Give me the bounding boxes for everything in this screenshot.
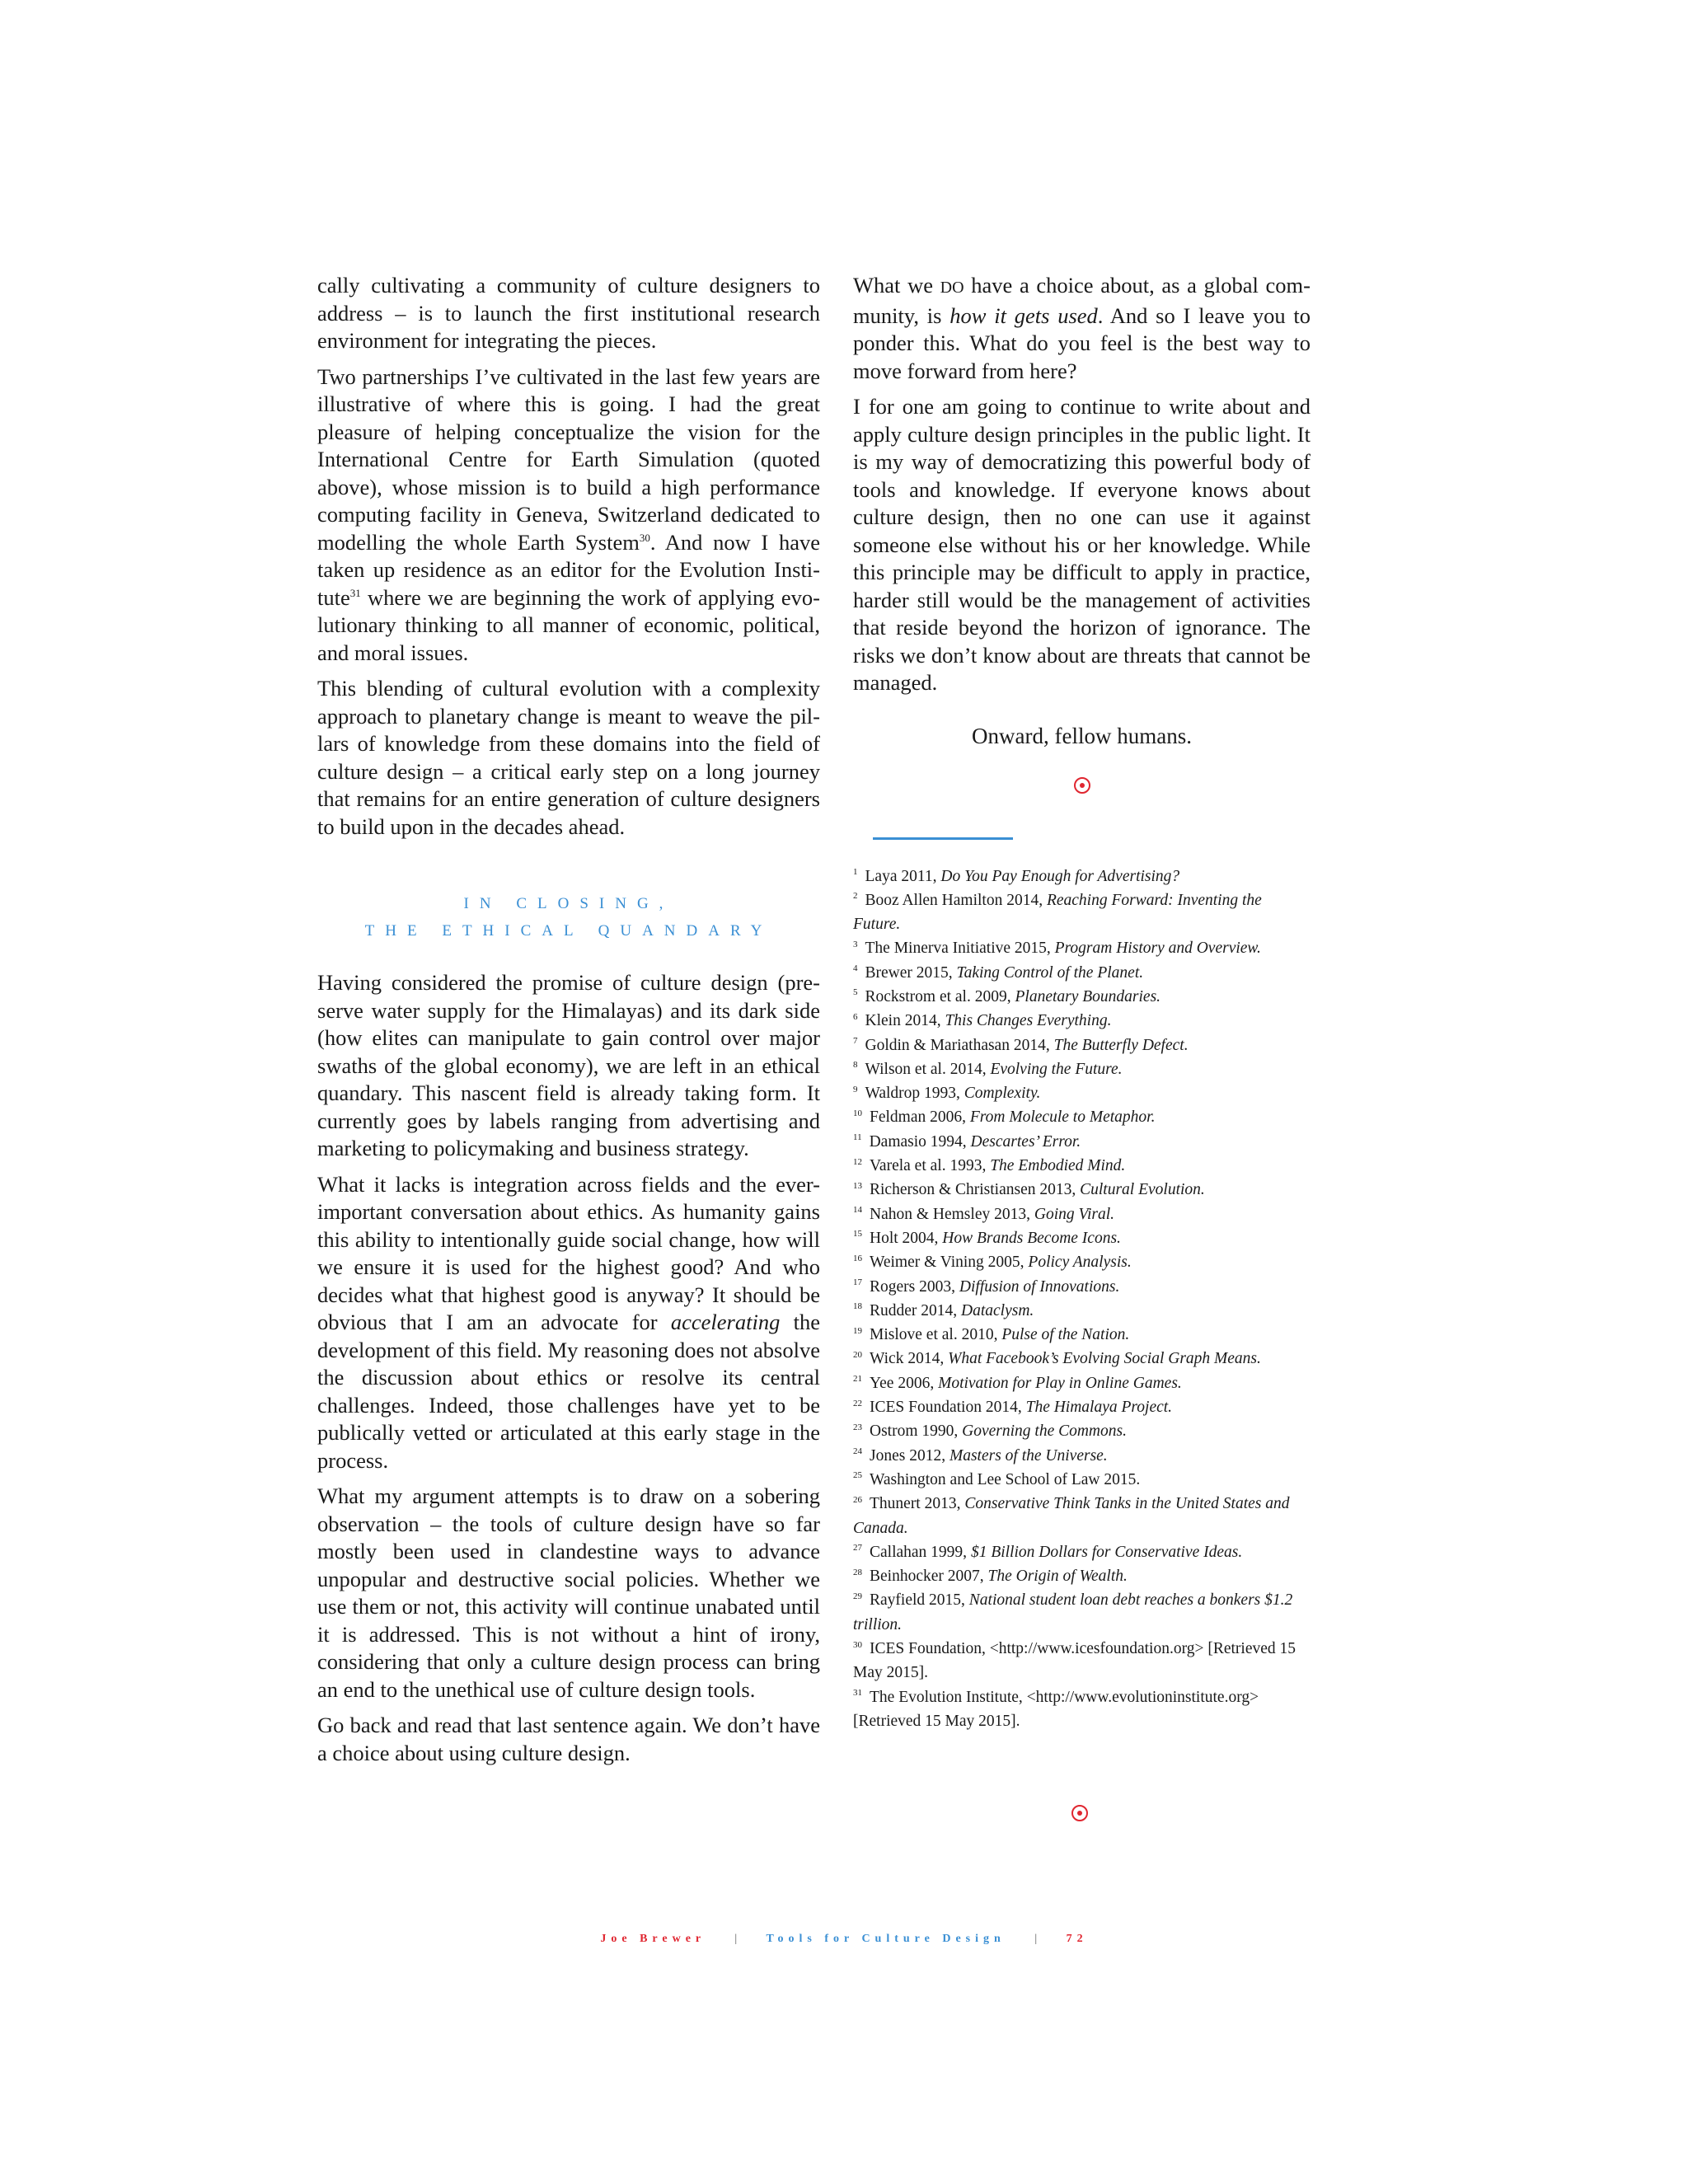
footnote-text: Laya 2011,: [865, 867, 941, 885]
footnote: 11 Damasio 1994, Descartes’ Error.: [853, 1132, 1081, 1151]
footnote-text: Jones 2012,: [870, 1446, 950, 1465]
footnote-title: Descartes’ Error.: [970, 1132, 1081, 1151]
footer-book-title: Tools for Culture Design: [766, 1933, 1006, 1945]
text-run: What we: [853, 273, 940, 298]
footnote: 13 Richerson & Christiansen 2013, Cultural Evolution.: [853, 1180, 1205, 1199]
paragraph: cally cultivating a community of culture designers to address – is to launch the first institutional research environment for integrating the pieces.: [317, 273, 820, 353]
footnote: 2 Booz Allen Hamilton 2014, Reaching Forward: Inventing the Future.: [853, 891, 1262, 934]
footnote: 22 ICES Foundation 2014, The Himalaya Project.: [853, 1398, 1173, 1417]
footnote: 10 Feldman 2006, From Molecule to Metaphor.: [853, 1108, 1156, 1127]
footnote-title: Program History and Overview.: [1054, 940, 1261, 958]
footnote-text: Weimer & Vining 2005,: [870, 1254, 1029, 1272]
paragraph: [317, 363, 820, 668]
footnote-ref[interactable]: 30: [639, 531, 650, 544]
footnote: 26 Thunert 2013, Conservative Think Tanks in the United States and Canada.: [853, 1494, 1290, 1537]
footnote-title: From Molecule to Metaphor.: [969, 1108, 1156, 1127]
footnote-title: Policy Analysis.: [1028, 1254, 1132, 1272]
footnote: 12 Varela et al. 1993, The Embodied Mind.: [853, 1156, 1126, 1175]
footnote: 20 Wick 2014, What Facebook’s Evolving Social Graph Means.: [853, 1349, 1261, 1368]
footnote-text: Washington and Lee School of Law 2015.: [870, 1470, 1141, 1488]
footnote-text: Brewer 2015,: [865, 963, 957, 982]
footnote-text: Rayfield 2015,: [870, 1591, 969, 1610]
footnote-title: The Himalaya Project.: [1025, 1399, 1173, 1417]
paragraph: I for one am going to continue to write about and apply culture design principles in the public light. It is my way of democratizing this powerful body of tools and knowledge. If everyone knows about culture design, then no one can use it against someone else without his or her knowledge. While this principle may be difficult to apply in practice, harder still would be the management of activities that reside beyond the horizon of ignorance. The risks we don’t know about are threats that cannot be managed.: [853, 394, 1311, 695]
footnote-title: Reaching Forward: Inventing the Future.: [853, 891, 1262, 934]
footnote-text: Thunert 2013,: [870, 1495, 965, 1513]
footer-author: Joe Brewer: [600, 1933, 706, 1945]
footnote-text: ICES Foundation 2014,: [870, 1399, 1026, 1417]
footnote-title: Motivation for Play in Online Games.: [938, 1374, 1182, 1392]
text-run: the development of this field. My reasoning does not absolve the discussion about ethics or resolve its central challenges. Indeed, those challenges have yet to be publically vetted or articulated at this early stage in the process.: [317, 1310, 820, 1473]
page-footer: [0, 1933, 1688, 1946]
paragraph: [853, 272, 1311, 385]
footnote: 29 Rayfield 2015, National student loan debt reaches a bonkers $1.2 trillion.: [853, 1591, 1293, 1633]
text-run: Two partnerships I’ve cultivated in the last few years are illustrative of where this is going. I had the great pleasure of helping conceptualize the vision for the International Centre for Earth Simulation (quoted above), whose mission is to build a high performance computing facility in Geneva, Switzerland dedicated to modelling the whole Earth System: [317, 363, 820, 555]
footnote: 9 Waldrop 1993, Complexity.: [853, 1084, 1041, 1103]
footnote-title: Governing the Commons.: [962, 1422, 1127, 1441]
footnote-list: [853, 865, 1311, 1734]
footnote-title: Taking Control of the Planet.: [956, 963, 1144, 982]
footnote-text: Ostrom 1990,: [870, 1422, 963, 1441]
footnote-title: Do You Pay Enough for Advertising?: [940, 867, 1180, 885]
footnote: 30 ICES Foundation, <http://www.icesfoundation.org> [Retrieved 15 May 2015].: [853, 1639, 1296, 1682]
footnote-title: This Changes Everything.: [945, 1012, 1112, 1030]
footnote-title: What Facebook’s Evolving Social Graph Means.: [948, 1350, 1261, 1368]
text-run: What it lacks is integration across fields and the ever-important conversation about ethics. As humanity gains this ability to intentionally guide social change, how will we ensure it is used for the highest good? And who decides what that highest good is anyway? It should be obvious that I am an advocate for: [317, 1171, 820, 1334]
closing-line: Onward, fellow humans.: [972, 723, 1192, 748]
footer-separator: |: [734, 1933, 738, 1945]
small-caps: DO: [940, 279, 964, 297]
right-column: [853, 272, 1311, 1733]
footnote-title: Dataclysm.: [961, 1301, 1034, 1319]
footnote-text: ICES Foundation, <http://www.icesfoundation.org> [Retrieved 15 May 2015].: [853, 1640, 1296, 1682]
footnote-title: Masters of the Universe.: [949, 1446, 1108, 1465]
footnote: 21 Yee 2006, Motivation for Play in Online Games.: [853, 1374, 1182, 1392]
paragraph: What my argument attempts is to draw on a sobering observation – the tools of culture design have so far mostly been used in clandestine ways to advance unpopular and destructive social policies. Whether we use them or not, this activity will continue unabated until it is addressed. This is not without a hint of irony, considering that only a culture design process can bring an end to the unethical use of culture design tools.: [317, 1483, 820, 1702]
emphasis: how it gets used: [950, 302, 1098, 328]
footnote-title: $1 Billion Dollars for Conservative Ideas.: [970, 1543, 1243, 1561]
footnote-text: Rockstrom et al. 2009,: [865, 987, 1015, 1005]
footnote: 23 Ostrom 1990, Governing the Commons.: [853, 1422, 1127, 1441]
paragraph: [317, 1171, 820, 1475]
text-run: have a choice about, as a global community, is: [853, 273, 1311, 328]
footnote-text: Feldman 2006,: [870, 1108, 970, 1127]
text-run: . And so I leave you to ponder this. What do you feel is the best way to move forward from here?: [853, 302, 1311, 383]
footnote: 1 Laya 2011, Do You Pay Enough for Advertising?: [853, 867, 1180, 885]
footnote: 8 Wilson et al. 2014, Evolving the Future.: [853, 1060, 1123, 1078]
footnote-text: Yee 2006,: [870, 1374, 939, 1392]
footnote: 7 Goldin & Mariathasan 2014, The Butterfly Defect.: [853, 1036, 1189, 1054]
footnote-text: Wick 2014,: [870, 1350, 949, 1368]
footnote-title: The Origin of Wealth.: [987, 1568, 1128, 1586]
ornament-icon: [1067, 1801, 1092, 1825]
ornament-icon: [1070, 773, 1095, 798]
footnote: 17 Rogers 2003, Diffusion of Innovations.: [853, 1277, 1120, 1296]
footnote-text: Rudder 2014,: [870, 1301, 962, 1319]
footnote-title: Pulse of the Nation.: [1001, 1326, 1130, 1344]
emphasis: accelerating: [670, 1310, 781, 1334]
footnote-title: Conservative Think Tanks in the United States and Canada.: [853, 1495, 1290, 1537]
section-heading: [317, 890, 820, 944]
footnote: 18 Rudder 2014, Dataclysm.: [853, 1301, 1034, 1319]
page-number: 72: [1066, 1933, 1088, 1945]
footnote-text: Rogers 2003,: [870, 1277, 959, 1296]
footnote: 16 Weimer & Vining 2005, Policy Analysis.: [853, 1253, 1132, 1272]
footnote-title: How Brands Become Icons.: [942, 1229, 1121, 1247]
footnote: 3 The Minerva Initiative 2015, Program History and Overview.: [853, 939, 1261, 958]
footnote-text: Callahan 1999,: [870, 1543, 971, 1561]
footnote-title: Cultural Evolution.: [1080, 1181, 1205, 1199]
footnote: 28 Beinhocker 2007, The Origin of Wealth.: [853, 1567, 1128, 1586]
footnote-title: The Embodied Mind.: [990, 1157, 1126, 1175]
paragraph: Having considered the promise of culture design (preserve water supply for the Himalayas) and its dark side (how elites can manipulate to gain control over major swaths of the global economy), we are left in an ethical quandary. This nascent field is already taking form. It currently goes by labels ranging from advertising and marketing to policymaking and business strategy.: [317, 970, 820, 1160]
text-run: where we are beginning the work of applying evolutionary thinking to all manner of economic, political, and moral issues.: [317, 584, 820, 665]
footnote-text: The Evolution Institute, <http://www.evolutioninstitute.org> [Retrieved 15 May 2015].: [853, 1688, 1259, 1730]
footnote-text: Richerson & Christiansen 2013,: [870, 1181, 1081, 1199]
left-column: [317, 272, 820, 1775]
footnote-title: Evolving the Future.: [990, 1060, 1123, 1078]
paragraph: This blending of cultural evolution with a complexity approach to planetary change is meant to weave the pillars of knowledge from these domains into the field of culture design – a critical early step on a long journey that remains for an entire generation of culture designers to build upon in the decades ahead.: [317, 676, 820, 839]
footnote-text: Varela et al. 1993,: [870, 1157, 991, 1175]
footnote-text: Holt 2004,: [870, 1229, 943, 1247]
footnote-text: Klein 2014,: [865, 1012, 945, 1030]
footnote-text: Mislove et al. 2010,: [870, 1326, 1002, 1344]
footnote-title: Diffusion of Innovations.: [959, 1277, 1120, 1296]
footnote-text: Booz Allen Hamilton 2014,: [865, 891, 1047, 909]
footnote-text: Damasio 1994,: [869, 1132, 971, 1151]
footnote-text: The Minerva Initiative 2015,: [865, 940, 1055, 958]
heading-line: IN CLOSING,: [463, 895, 674, 912]
footnote-text: Waldrop 1993,: [865, 1085, 964, 1103]
footnote: 27 Callahan 1999, $1 Billion Dollars for Conservative Ideas.: [853, 1543, 1243, 1561]
footnote: 25 Washington and Lee School of Law 2015.: [853, 1470, 1141, 1488]
footnote: 24 Jones 2012, Masters of the Universe.: [853, 1446, 1108, 1465]
footnote: 31 The Evolution Institute, <http://www.evolutioninstitute.org> [Retrieved 15 May 2015].: [853, 1688, 1259, 1730]
footnote: 15 Holt 2004, How Brands Become Icons.: [853, 1229, 1121, 1247]
text-run: . And now I have taken up residence as an editor for the Evolution Institute: [317, 529, 820, 610]
footnote-text: Beinhocker 2007,: [870, 1568, 988, 1586]
footnote-rule: [873, 837, 1013, 840]
footnote-title: The Butterfly Defect.: [1053, 1036, 1189, 1054]
footer-separator: |: [1034, 1933, 1038, 1945]
heading-line: THE ETHICAL QUANDARY: [364, 922, 773, 940]
footnote: 4 Brewer 2015, Taking Control of the Planet.: [853, 963, 1144, 982]
paragraph: Go back and read that last sentence again. We don’t have a choice about using culture design.: [317, 1713, 820, 1765]
footnote-title: Planetary Boundaries.: [1015, 987, 1161, 1005]
footnote-ref[interactable]: 31: [349, 586, 361, 599]
footnote: 14 Nahon & Hemsley 2013, Going Viral.: [853, 1205, 1114, 1223]
footnote-title: National student loan debt reaches a bonkers $1.2 trillion.: [853, 1591, 1293, 1633]
footnote-text: Goldin & Mariathasan 2014,: [865, 1036, 1054, 1054]
footnote-text: Wilson et al. 2014,: [865, 1060, 991, 1078]
footnote-title: Going Viral.: [1034, 1205, 1114, 1223]
footnote: 6 Klein 2014, This Changes Everything.: [853, 1011, 1112, 1030]
footnote-text: Nahon & Hemsley 2013,: [870, 1205, 1034, 1223]
footnote: 5 Rockstrom et al. 2009, Planetary Boundaries.: [853, 987, 1161, 1005]
footnote: 19 Mislove et al. 2010, Pulse of the Nation.: [853, 1325, 1130, 1344]
footnote-title: Complexity.: [964, 1085, 1041, 1103]
